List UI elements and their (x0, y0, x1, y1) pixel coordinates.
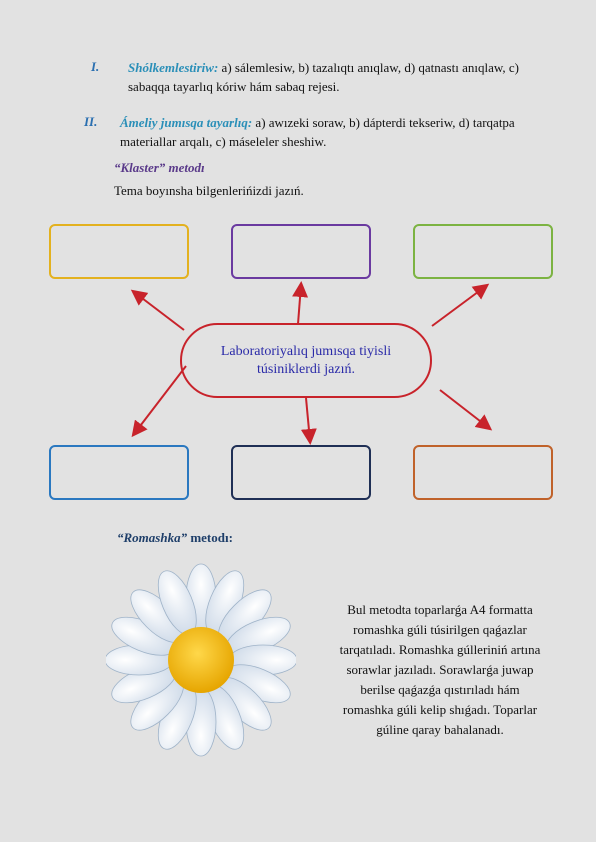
section-organization-lead: Shólkemlestiriw: (128, 60, 219, 75)
daisy-flower-image (106, 562, 296, 762)
cluster-center-line2: túsiniklerdi jazıń. (257, 361, 355, 377)
section-practical-prep-lead: Ámeliy jumısqa tayarlıq: (120, 115, 253, 130)
romashka-title-rest: metodı: (187, 530, 233, 545)
cluster-center-line1: Laboratoriyalıq jumısqa tiyisli (220, 343, 392, 359)
desc-line-5: berilse qaǵazǵa qıstırıladı hám (360, 682, 520, 697)
klaster-title: “Klaster” metodı (114, 160, 205, 175)
desc-line-4: sorawlar jazıladı. Sorawlarǵa juwap (346, 662, 534, 677)
desc-line-7: gúline qaray bahalanadı. (376, 722, 504, 737)
daisy-center (168, 627, 234, 693)
desc-line-3: tarqatıladı. Romashka gúlleriniń artına (339, 642, 541, 657)
arrow-to-bottom-right (440, 390, 489, 428)
section-practical-prep-line2: materiallar arqalı, c) máseleler sheshiw. (120, 134, 327, 149)
klaster-instruction: Tema boyınsha bilgenlerińizdi jazıń. (114, 183, 304, 198)
romashka-description (320, 600, 560, 740)
arrow-to-top-left (134, 292, 184, 330)
desc-line-2: romashka gúli túsirilgen qaǵazlar (353, 622, 527, 637)
roman-numeral-2: II. (84, 114, 98, 129)
romashka-title-italic: “Romashka” (117, 530, 188, 545)
arrow-to-top-right (432, 286, 486, 326)
section-practical-prep-line1: a) awızeki soraw, b) dápterdi tekseriw, d) tarqatpa (252, 115, 515, 130)
romashka-title (117, 530, 233, 546)
section-organization-line1: a) sálemlesiw, b) tazalıqtı anıqlaw, d) qatnastı anıqlaw, c) (218, 60, 519, 75)
section-organization-line2: sabaqqa tayarlıq kóriw hám sabaq rejesi. (128, 79, 340, 94)
desc-line-1: Bul metodta toparlarǵa A4 formatta (347, 602, 533, 617)
roman-numeral-1: I. (91, 59, 100, 74)
arrow-to-bottom-center (306, 398, 310, 441)
desc-line-6: romashka gúli kelip shıǵadı. Toparlar (342, 702, 538, 717)
arrow-to-top-center (298, 285, 301, 324)
arrow-to-bottom-left (134, 366, 186, 434)
